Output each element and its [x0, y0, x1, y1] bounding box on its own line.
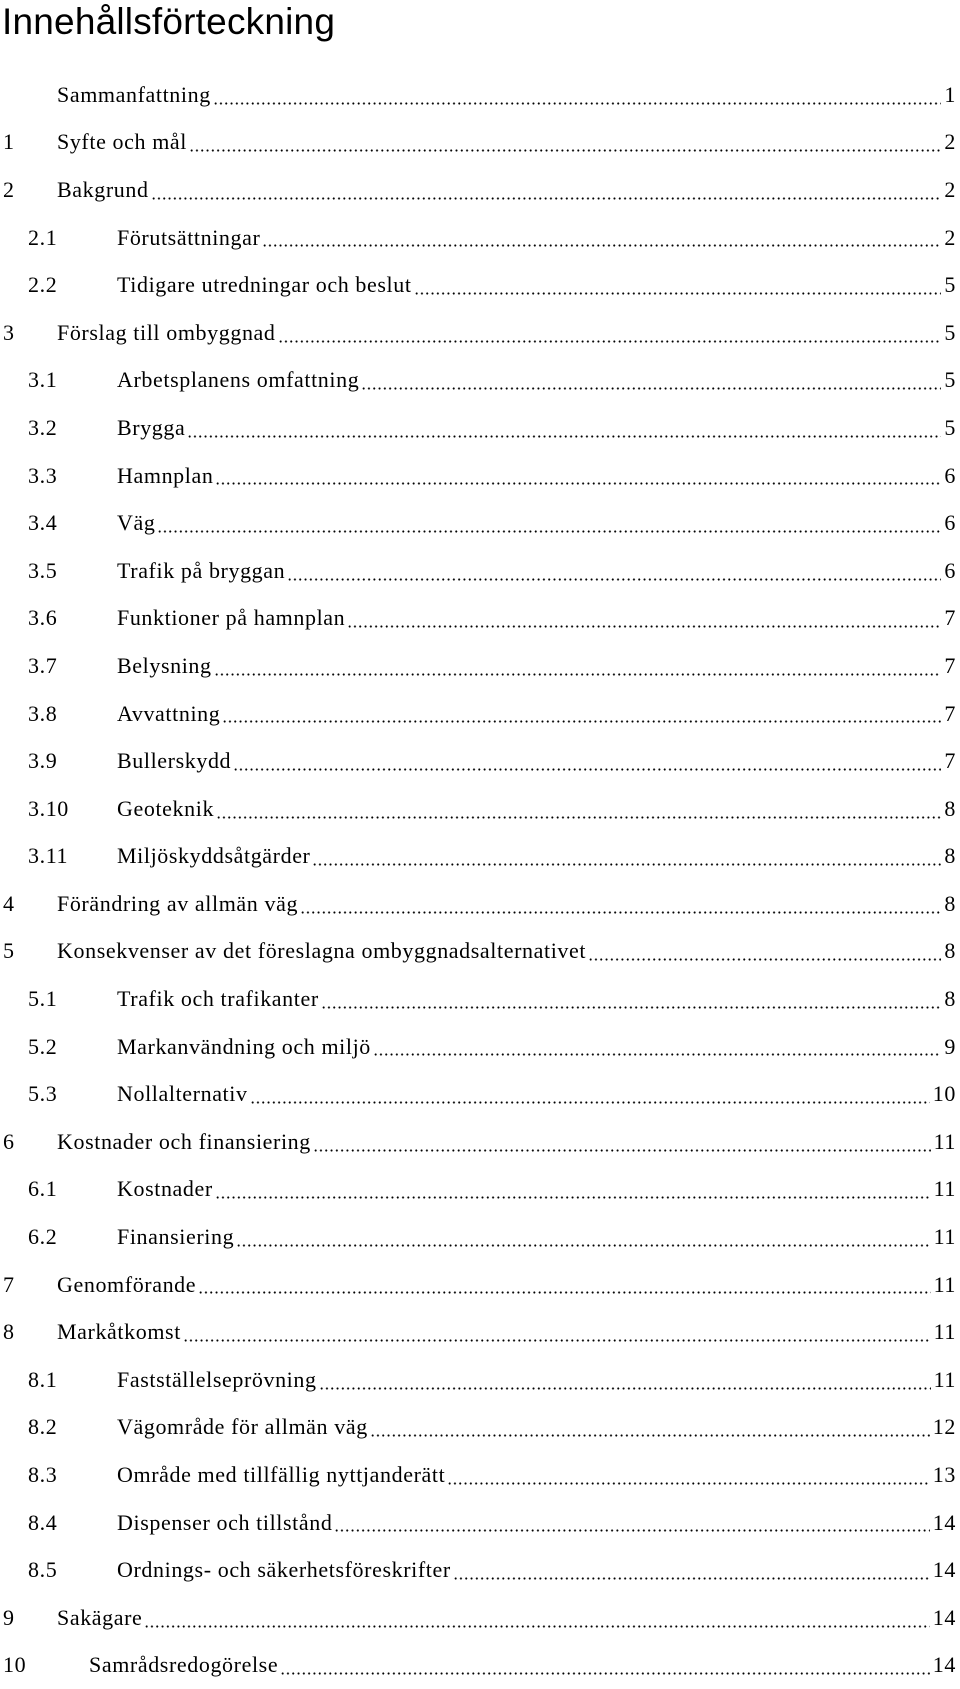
toc-entry-number: 3.7 [28, 652, 58, 678]
toc-entry[interactable] [0, 1356, 956, 1404]
dot-leader [312, 863, 941, 866]
toc-entry-page-number: 10 [932, 1081, 956, 1107]
toc-entry-page-number: 2 [944, 129, 956, 155]
toc-entry-page-number: 11 [933, 1366, 956, 1392]
toc-entry[interactable] [0, 1166, 956, 1214]
dot-leader [151, 197, 941, 200]
toc-entry-page-number: 5 [944, 319, 956, 345]
dot-leader [313, 1149, 931, 1152]
toc-entry-number: 8.1 [28, 1366, 58, 1392]
toc-title: Innehållsförteckning [2, 1, 336, 42]
toc-entry-number: 3.11 [28, 843, 69, 869]
dot-leader [189, 149, 941, 152]
toc-entry-number: 2.2 [28, 272, 58, 298]
toc-entry[interactable] [0, 499, 956, 547]
dot-leader [183, 1339, 931, 1342]
toc-entry[interactable] [0, 1499, 956, 1547]
toc-entry-label: Trafik på bryggan [117, 557, 286, 583]
dot-leader [215, 1196, 931, 1199]
toc-entry[interactable] [0, 357, 956, 405]
toc-entry-page-number: 7 [944, 605, 956, 631]
toc-entry-number: 3.10 [28, 795, 69, 821]
toc-entry-number: 3.5 [28, 557, 58, 583]
toc-entry-page-number: 1 [944, 81, 956, 107]
toc-entry-number: 8 [3, 1319, 15, 1345]
toc-entry-label: Miljöskyddsåtgärder [117, 843, 311, 869]
toc-entry-page-number: 7 [944, 748, 956, 774]
toc-entry[interactable] [0, 928, 956, 976]
dot-leader [222, 720, 941, 723]
toc-entry-number: 6.2 [28, 1224, 58, 1250]
toc-entry-label: Nollalternativ [117, 1081, 248, 1107]
toc-entry-label: Samrådsredogörelse [89, 1652, 279, 1678]
dot-leader [361, 387, 941, 390]
toc-entry-label: Förutsättningar [117, 224, 261, 250]
toc-entry-number: 8.5 [28, 1557, 58, 1583]
toc-entry-page-number: 11 [933, 1319, 956, 1345]
dot-leader [300, 911, 941, 914]
toc-entry-page-number: 8 [944, 890, 956, 916]
toc-entry-page-number: 6 [944, 462, 956, 488]
toc-entry[interactable] [0, 880, 956, 928]
toc-entry[interactable] [0, 1023, 956, 1071]
toc-entry-number: 4 [3, 890, 15, 916]
toc-entry-page-number: 14 [932, 1557, 956, 1583]
toc-entry-number: 3.9 [28, 748, 58, 774]
toc-entry-number: 3.4 [28, 510, 58, 536]
toc-entry-page-number: 14 [932, 1509, 956, 1535]
dot-leader [347, 625, 941, 628]
toc-entry-label: Väg [117, 510, 156, 536]
dot-leader [233, 768, 941, 771]
toc-entry-page-number: 8 [944, 795, 956, 821]
toc-entry-number: 5.3 [28, 1081, 58, 1107]
toc-entry[interactable] [0, 166, 956, 214]
dot-leader [236, 1244, 930, 1247]
toc-entry-number: 3.1 [28, 367, 58, 393]
toc-entry-number: 3 [3, 319, 15, 345]
toc-entry[interactable] [0, 1213, 956, 1261]
dot-leader [319, 1387, 931, 1390]
toc-entry[interactable] [0, 642, 956, 690]
toc-entry-number: 5 [3, 938, 15, 964]
dot-leader [213, 102, 941, 105]
toc-entry[interactable] [0, 690, 956, 738]
toc-entry[interactable] [0, 1261, 956, 1309]
toc-entry[interactable] [0, 1118, 956, 1166]
toc-entry[interactable] [0, 71, 956, 119]
toc-entry[interactable] [0, 737, 956, 785]
toc-entry-number: 3.8 [28, 700, 58, 726]
dot-leader [321, 1006, 941, 1009]
toc-entry[interactable] [0, 214, 956, 262]
toc-entry-label: Avvattning [117, 700, 221, 726]
toc-entry-number: 2 [3, 176, 15, 202]
toc-entry-number: 10 [3, 1652, 27, 1678]
toc-entry[interactable] [0, 833, 956, 881]
toc-entry-label: Vägområde för allmän väg [117, 1414, 368, 1440]
dot-leader [588, 958, 941, 961]
toc-entry-number: 6 [3, 1128, 15, 1154]
toc-entry-page-number: 8 [944, 938, 956, 964]
toc-entry-page-number: 7 [944, 652, 956, 678]
toc-entry-page-number: 5 [944, 414, 956, 440]
toc-entry[interactable] [0, 1451, 956, 1499]
toc-entry[interactable] [0, 975, 956, 1023]
toc-entry-number: 5.2 [28, 1033, 58, 1059]
toc-entry-number: 6.1 [28, 1176, 58, 1202]
toc-entry-page-number: 2 [944, 176, 956, 202]
dot-leader [144, 1625, 929, 1628]
toc-entry-label: Arbetsplanens omfattning [117, 367, 360, 393]
toc-entry-label: Markåtkomst [57, 1319, 181, 1345]
toc-entry-number: 3.3 [28, 462, 58, 488]
toc-entry[interactable] [0, 1546, 956, 1594]
toc-entry-page-number: 6 [944, 510, 956, 536]
dot-leader [453, 1577, 930, 1580]
toc-entry[interactable] [0, 309, 956, 357]
toc-entry-number: 5.1 [28, 986, 58, 1012]
toc-entry-label: Belysning [117, 652, 212, 678]
toc-entry-label: Geoteknik [117, 795, 215, 821]
toc-entry-label: Fastställelseprövning [117, 1366, 317, 1392]
toc-entry-label: Sammanfattning [57, 81, 211, 107]
toc-entry-label: Sakägare [57, 1604, 143, 1630]
toc-entry-page-number: 6 [944, 557, 956, 583]
toc-entry-label: Förändring av allmän väg [57, 890, 299, 916]
toc-entry[interactable] [0, 261, 956, 309]
toc-entry-label: Hamnplan [117, 462, 214, 488]
toc-entry-number: 9 [3, 1604, 15, 1630]
toc-entry-number: 8.3 [28, 1462, 58, 1488]
toc-entry-label: Finansiering [117, 1224, 235, 1250]
toc-entry-label: Konsekvenser av det föreslagna ombyggnadsalternativet [57, 938, 587, 964]
toc-entry-page-number: 11 [933, 1176, 956, 1202]
toc-entry[interactable] [0, 1308, 956, 1356]
toc-entry-number: 7 [3, 1271, 15, 1297]
toc-entry-page-number: 5 [944, 272, 956, 298]
toc-entry-label: Tidigare utredningar och beslut [117, 272, 412, 298]
toc-entry[interactable] [0, 785, 956, 833]
toc-entry[interactable] [0, 119, 956, 167]
toc-entry[interactable] [0, 1404, 956, 1452]
toc-entry-page-number: 5 [944, 367, 956, 393]
toc-entry[interactable] [0, 1642, 956, 1689]
toc-entry-label: Bullerskydd [117, 748, 232, 774]
toc-entry-label: Markanvändning och miljö [117, 1033, 371, 1059]
toc-entry-page-number: 14 [932, 1604, 956, 1630]
toc-entry-number: 8.4 [28, 1509, 58, 1535]
toc-list [0, 71, 956, 1689]
toc-entry-number: 3.2 [28, 414, 58, 440]
toc-entry-label: Syfte och mål [57, 129, 187, 155]
dot-leader [262, 244, 941, 247]
dot-leader [414, 292, 941, 295]
toc-entry-page-number: 9 [944, 1033, 956, 1059]
toc-entry-page-number: 8 [944, 986, 956, 1012]
toc-entry-page-number: 12 [932, 1414, 956, 1440]
toc-entry-label: Ordnings- och säkerhetsföreskrifter [117, 1557, 451, 1583]
toc-entry-page-number: 11 [933, 1271, 956, 1297]
toc-entry-page-number: 2 [944, 224, 956, 250]
toc-entry-number: 8.2 [28, 1414, 58, 1440]
toc-entry-page-number: 8 [944, 843, 956, 869]
toc-entry[interactable] [0, 404, 956, 452]
toc-entry-number: 3.6 [28, 605, 58, 631]
toc-entry[interactable] [0, 1070, 956, 1118]
toc-entry-page-number: 11 [933, 1128, 956, 1154]
toc-entry-page-number: 13 [932, 1462, 956, 1488]
toc-entry[interactable] [0, 452, 956, 500]
toc-entry-page-number: 11 [933, 1224, 956, 1250]
toc-entry-label: Förslag till ombyggnad [57, 319, 276, 345]
dot-leader [157, 530, 941, 533]
toc-entry-page-number: 7 [944, 700, 956, 726]
dot-leader [198, 1291, 930, 1294]
toc-entry[interactable] [0, 595, 956, 643]
dot-leader [214, 673, 941, 676]
toc-entry-label: Bakgrund [57, 176, 149, 202]
toc-entry-number: 2.1 [28, 224, 58, 250]
dot-leader [278, 340, 941, 343]
toc-entry-label: Trafik och trafikanter [117, 986, 319, 1012]
dot-leader [373, 1053, 941, 1056]
toc-entry[interactable] [0, 547, 956, 595]
dot-leader [216, 816, 941, 819]
dot-leader [334, 1529, 929, 1532]
toc-entry[interactable] [0, 1594, 956, 1642]
dot-leader [215, 482, 941, 485]
dot-leader [250, 1101, 930, 1104]
dot-leader [447, 1482, 930, 1485]
toc-entry-label: Genomförande [57, 1271, 197, 1297]
toc-entry-page-number: 14 [932, 1652, 956, 1678]
toc-entry-label: Kostnader och finansiering [57, 1128, 311, 1154]
dot-leader [187, 435, 941, 438]
toc-entry-label: Dispenser och tillstånd [117, 1509, 333, 1535]
dot-leader [287, 578, 941, 581]
toc-entry-label: Område med tillfällig nyttjanderätt [117, 1462, 446, 1488]
toc-entry-label: Brygga [117, 414, 186, 440]
toc-entry-label: Kostnader [117, 1176, 213, 1202]
toc-entry-number: 1 [3, 129, 15, 155]
dot-leader [370, 1434, 930, 1437]
toc-entry-label: Funktioner på hamnplan [117, 605, 346, 631]
